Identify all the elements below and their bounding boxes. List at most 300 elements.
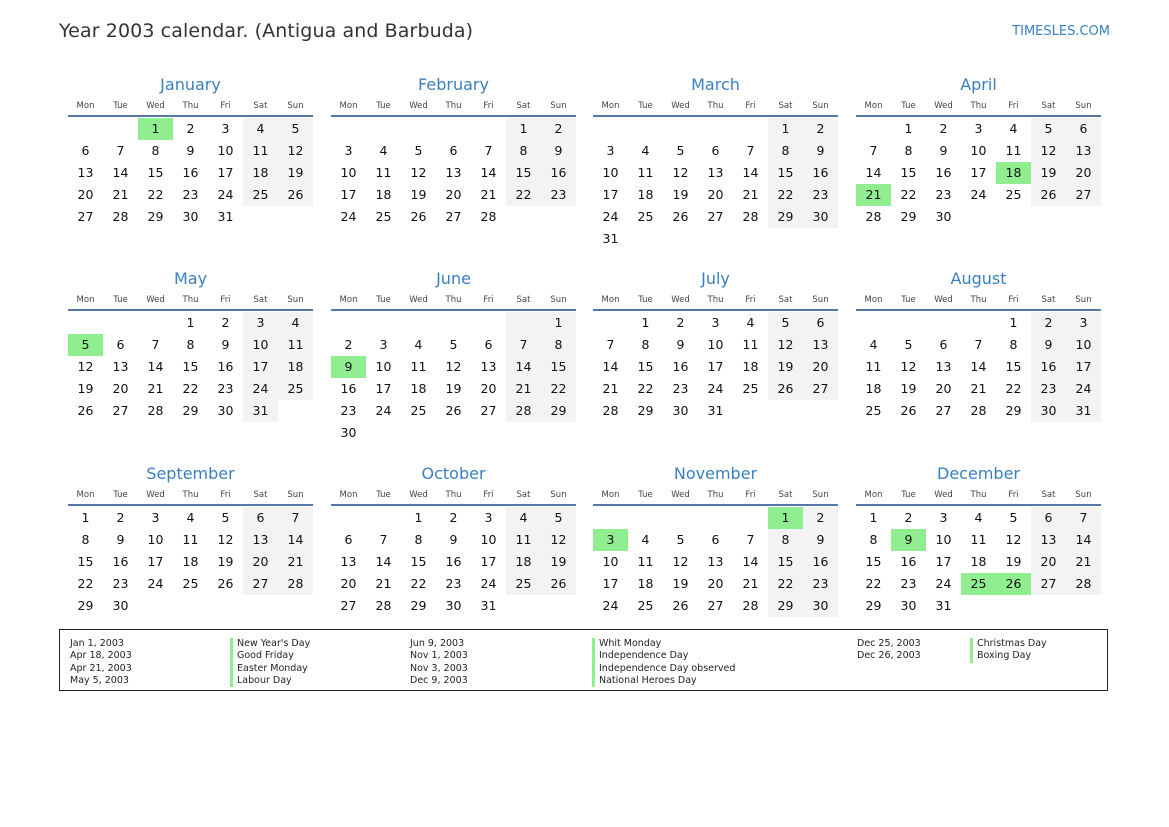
weekday-label: Sun [287,101,304,111]
day-cell: 23 [900,576,917,591]
weekday-label: Fri [1008,295,1019,305]
day-empty [1031,595,1066,617]
holiday-date: Jun 9, 2003 [410,638,465,649]
day-cell: 19 [77,381,94,396]
day-cell: 14 [742,165,759,180]
day-cell: 19 [900,381,917,396]
day-empty [593,507,628,529]
day-empty [733,228,768,250]
day-empty [856,312,891,334]
weekday-label: Sun [287,295,304,305]
day-cell: 6 [1031,507,1066,529]
day-cell: 14 [375,554,392,569]
day-cell: 18 [742,359,759,374]
day-cell: 21 [970,381,987,396]
day-cell: 25 [961,573,996,595]
day-cell: 17 [602,187,619,202]
day-cell: 23 [182,187,199,202]
day-cell: 27 [1031,573,1066,595]
day-cell: 24 [375,403,392,418]
day-cell: 3 [711,315,720,330]
day-cell: 14 [147,359,164,374]
day-cell: 30 [217,403,234,418]
day-cell: 20 [112,381,129,396]
day-cell: 17 [970,165,987,180]
day-cell: 2 [116,510,125,525]
day-empty [138,312,173,334]
day-cell: 30 [803,206,838,228]
day-empty [506,206,541,228]
day-empty [278,595,313,617]
day-cell: 16 [900,554,917,569]
week-row [331,118,576,140]
month-name: June [436,269,471,288]
day-cell: 16 [445,554,462,569]
month-october [331,463,576,617]
holiday-dates-column [410,638,468,687]
day-cell: 9 [676,337,685,352]
week-row [68,162,313,184]
day-cell: 30 [182,209,199,224]
day-cell: 10 [147,532,164,547]
day-cell: 18 [637,576,654,591]
week-row [593,595,838,617]
day-cell: 17 [147,554,164,569]
week-row [593,206,838,228]
weekday-label: Sat [253,295,268,305]
site-link[interactable]: TIMESLES.COM [1012,24,1110,39]
day-empty [471,422,506,444]
day-cell: 13 [340,554,357,569]
day-cell: 9 [186,143,195,158]
week-row [331,507,576,529]
day-cell: 1 [768,118,803,140]
weekday-label: Fri [483,101,494,111]
weekday-label: Thu [707,295,724,305]
weekday-label: Mon [864,101,883,111]
day-cell: 2 [449,510,458,525]
holiday-dates-column [70,638,132,687]
holiday-date: May 5, 2003 [70,674,129,686]
day-cell: 5 [676,143,685,158]
month-november [593,463,838,617]
day-empty [331,507,366,529]
day-empty [401,422,436,444]
weekday-label: Wed [146,295,165,305]
day-cell: 7 [869,143,878,158]
weekday-label: Tue [638,101,653,111]
day-cell: 29 [865,598,882,613]
day-cell: 20 [480,381,497,396]
day-cell: 8 [869,532,878,547]
day-cell: 7 [746,532,755,547]
day-cell: 19 [672,187,689,202]
holiday-name: New Year's Day [230,638,310,650]
day-cell: 8 [541,334,576,356]
day-cell: 31 [217,209,234,224]
day-cell: 18 [278,356,313,378]
day-cell: 25 [742,381,759,396]
day-cell: 10 [375,359,392,374]
day-cell: 1 [138,118,173,140]
week-row [856,400,1101,422]
day-cell: 25 [637,209,654,224]
day-empty [698,118,733,140]
week-row [68,573,313,595]
month-march [593,74,838,250]
day-cell: 29 [182,403,199,418]
day-empty [471,312,506,334]
day-cell: 5 [676,532,685,547]
day-empty [593,118,628,140]
day-cell: 30 [340,425,357,440]
day-cell: 9 [1031,334,1066,356]
day-empty [733,507,768,529]
week-row [68,140,313,162]
week-row [856,162,1101,184]
day-cell: 24 [243,378,278,400]
weekday-label: Thu [445,295,462,305]
day-cell: 17 [707,359,724,374]
day-cell: 1 [904,121,913,136]
week-row [856,595,1101,617]
day-cell: 15 [410,554,427,569]
day-cell: 15 [768,551,803,573]
day-cell: 13 [77,165,94,180]
day-cell: 15 [541,356,576,378]
day-cell: 24 [970,187,987,202]
day-cell: 17 [602,576,619,591]
day-empty [541,595,576,617]
day-cell: 16 [935,165,952,180]
day-cell: 30 [803,595,838,617]
day-cell: 13 [803,334,838,356]
day-cell: 20 [707,576,724,591]
month-name: December [937,464,1020,483]
weekday-label: Thu [707,490,724,500]
week-row [856,529,1101,551]
day-cell: 21 [1066,551,1101,573]
month-name: February [418,75,489,94]
day-cell: 17 [935,554,952,569]
day-empty [628,228,663,250]
week-row [593,551,838,573]
day-cell: 10 [480,532,497,547]
day-empty [471,118,506,140]
day-cell: 28 [742,598,759,613]
day-cell: 29 [77,598,94,613]
week-row [856,184,1101,206]
day-cell: 1 [506,118,541,140]
holiday-names-column [230,638,310,687]
day-cell: 21 [742,187,759,202]
day-cell: 1 [768,507,803,529]
day-cell: 24 [147,576,164,591]
day-cell: 7 [974,337,983,352]
week-row [593,573,838,595]
weekday-label: Sun [812,295,829,305]
day-cell: 20 [1066,162,1101,184]
day-cell: 27 [1066,184,1101,206]
day-empty [68,118,103,140]
day-cell: 29 [900,209,917,224]
week-row [856,551,1101,573]
month-name: May [173,269,208,288]
day-cell: 2 [541,118,576,140]
day-empty [436,118,471,140]
weekday-label: Sun [287,490,304,500]
day-cell: 18 [506,551,541,573]
day-cell: 12 [1005,532,1022,547]
day-cell: 20 [803,356,838,378]
day-cell: 25 [278,378,313,400]
day-empty [541,422,576,444]
day-cell: 19 [278,162,313,184]
day-cell: 10 [935,532,952,547]
weekday-label: Thu [970,490,987,500]
day-cell: 5 [1009,510,1018,525]
weekday-label: Fri [220,101,231,111]
day-empty [1066,595,1101,617]
day-empty [961,312,996,334]
day-cell: 31 [243,400,278,422]
day-cell: 16 [182,165,199,180]
day-cell: 29 [1005,403,1022,418]
week-row [331,529,576,551]
month-name: January [160,75,221,94]
day-cell: 4 [186,510,195,525]
day-empty [436,312,471,334]
day-cell: 16 [803,551,838,573]
day-cell: 12 [768,334,803,356]
weekday-label: Mon [339,490,358,500]
day-cell: 4 [243,118,278,140]
day-cell: 5 [449,337,458,352]
weekday-label: Wed [671,490,690,500]
day-cell: 22 [506,184,541,206]
day-cell: 6 [484,337,493,352]
week-row [68,529,313,551]
day-cell: 29 [410,598,427,613]
weekday-label: Fri [483,490,494,500]
weekday-label: Thu [445,101,462,111]
day-cell: 22 [1005,381,1022,396]
day-cell: 4 [641,532,650,547]
day-cell: 12 [77,359,94,374]
weekday-label: Wed [934,490,953,500]
day-cell: 6 [81,143,90,158]
day-cell: 2 [803,507,838,529]
day-cell: 2 [676,315,685,330]
weekday-label: Tue [376,295,391,305]
day-cell: 11 [865,359,882,374]
day-cell: 25 [375,209,392,224]
day-cell: 17 [480,554,497,569]
day-cell: 21 [602,381,619,396]
day-empty [961,206,996,228]
day-empty [103,312,138,334]
day-cell: 16 [112,554,129,569]
day-cell: 19 [1031,162,1066,184]
day-cell: 29 [768,595,803,617]
weekday-label: Wed [671,101,690,111]
day-cell: 18 [970,554,987,569]
day-cell: 26 [278,184,313,206]
week-row [68,400,313,422]
day-empty [278,400,313,422]
holiday-names-column [592,638,735,687]
day-cell: 15 [182,359,199,374]
week-row [68,118,313,140]
day-cell: 12 [410,165,427,180]
day-cell: 1 [81,510,90,525]
day-cell: 8 [768,529,803,551]
day-cell: 6 [711,143,720,158]
day-cell: 25 [637,598,654,613]
holiday-list [59,629,1108,691]
day-cell: 10 [602,554,619,569]
day-cell: 11 [506,529,541,551]
holiday-name: Good Friday [230,650,310,662]
week-row [856,334,1101,356]
day-cell: 4 [278,312,313,334]
holiday-name: Easter Monday [230,663,310,675]
weekday-header [856,100,1101,112]
day-empty [856,118,891,140]
weekday-label: Tue [638,490,653,500]
week-row [331,206,576,228]
weekday-header [68,294,313,306]
day-empty [698,507,733,529]
week-row [856,507,1101,529]
day-empty [628,507,663,529]
weekday-label: Tue [901,101,916,111]
day-cell: 31 [935,598,952,613]
week-row [331,162,576,184]
day-cell: 6 [711,532,720,547]
day-cell: 29 [768,206,803,228]
day-cell: 24 [217,187,234,202]
day-cell: 24 [707,381,724,396]
week-row [331,378,576,400]
weekday-label: Sun [550,295,567,305]
day-cell: 5 [768,312,803,334]
day-cell: 7 [484,143,493,158]
day-cell: 31 [1066,400,1101,422]
day-cell: 14 [112,165,129,180]
day-empty [803,400,838,422]
day-cell: 26 [900,403,917,418]
week-row [593,529,838,551]
day-cell: 7 [278,507,313,529]
day-cell: 2 [939,121,948,136]
day-cell: 7 [151,337,160,352]
day-cell: 3 [344,143,353,158]
day-cell: 29 [637,403,654,418]
day-cell: 19 [217,554,234,569]
weekday-label: Wed [409,101,428,111]
day-cell: 13 [480,359,497,374]
day-cell: 21 [742,576,759,591]
day-empty [506,422,541,444]
day-cell: 15 [637,359,654,374]
day-cell: 3 [221,121,230,136]
day-cell: 14 [602,359,619,374]
day-cell: 20 [445,187,462,202]
week-row [856,573,1101,595]
day-cell: 5 [414,143,423,158]
weekday-header [331,100,576,112]
day-cell: 10 [217,143,234,158]
day-cell: 30 [1031,400,1066,422]
weekday-label: Mon [76,101,95,111]
month-june [331,268,576,444]
day-cell: 28 [970,403,987,418]
day-cell: 27 [340,598,357,613]
day-empty [366,507,401,529]
weekday-label: Thu [182,490,199,500]
day-cell: 26 [217,576,234,591]
day-cell: 7 [379,532,388,547]
day-cell: 11 [375,165,392,180]
weekday-header [593,294,838,306]
day-cell: 15 [77,554,94,569]
weekday-header [593,489,838,501]
month-august [856,268,1101,422]
day-cell: 13 [243,529,278,551]
day-cell: 6 [1066,118,1101,140]
day-cell: 16 [541,162,576,184]
day-cell: 9 [803,529,838,551]
day-cell: 14 [278,529,313,551]
day-empty [366,422,401,444]
month-april [856,74,1101,228]
holiday-date: Apr 21, 2003 [70,662,132,674]
day-cell: 25 [506,573,541,595]
week-row [856,356,1101,378]
day-empty [208,595,243,617]
holiday-name: Independence Day observed [592,663,735,675]
day-empty [68,312,103,334]
day-cell: 20 [1031,551,1066,573]
week-row [68,334,313,356]
day-cell: 2 [1031,312,1066,334]
weekday-label: Wed [934,295,953,305]
week-row [593,507,838,529]
day-cell: 27 [77,209,94,224]
day-cell: 16 [217,359,234,374]
holiday-date: Dec 25, 2003 [857,638,921,649]
day-cell: 4 [506,507,541,529]
day-empty [663,118,698,140]
day-cell: 26 [410,209,427,224]
week-row [856,312,1101,334]
weekday-label: Tue [113,295,128,305]
week-row [593,400,838,422]
holiday-name: Independence Day [592,650,735,662]
weekday-label: Fri [483,295,494,305]
day-cell: 28 [602,403,619,418]
month-name: April [960,75,997,94]
day-empty [506,595,541,617]
day-cell: 25 [410,403,427,418]
day-cell: 3 [974,121,983,136]
day-cell: 29 [147,209,164,224]
weekday-label: Sun [1075,295,1092,305]
day-cell: 22 [541,378,576,400]
week-row [331,356,576,378]
day-cell: 25 [243,184,278,206]
